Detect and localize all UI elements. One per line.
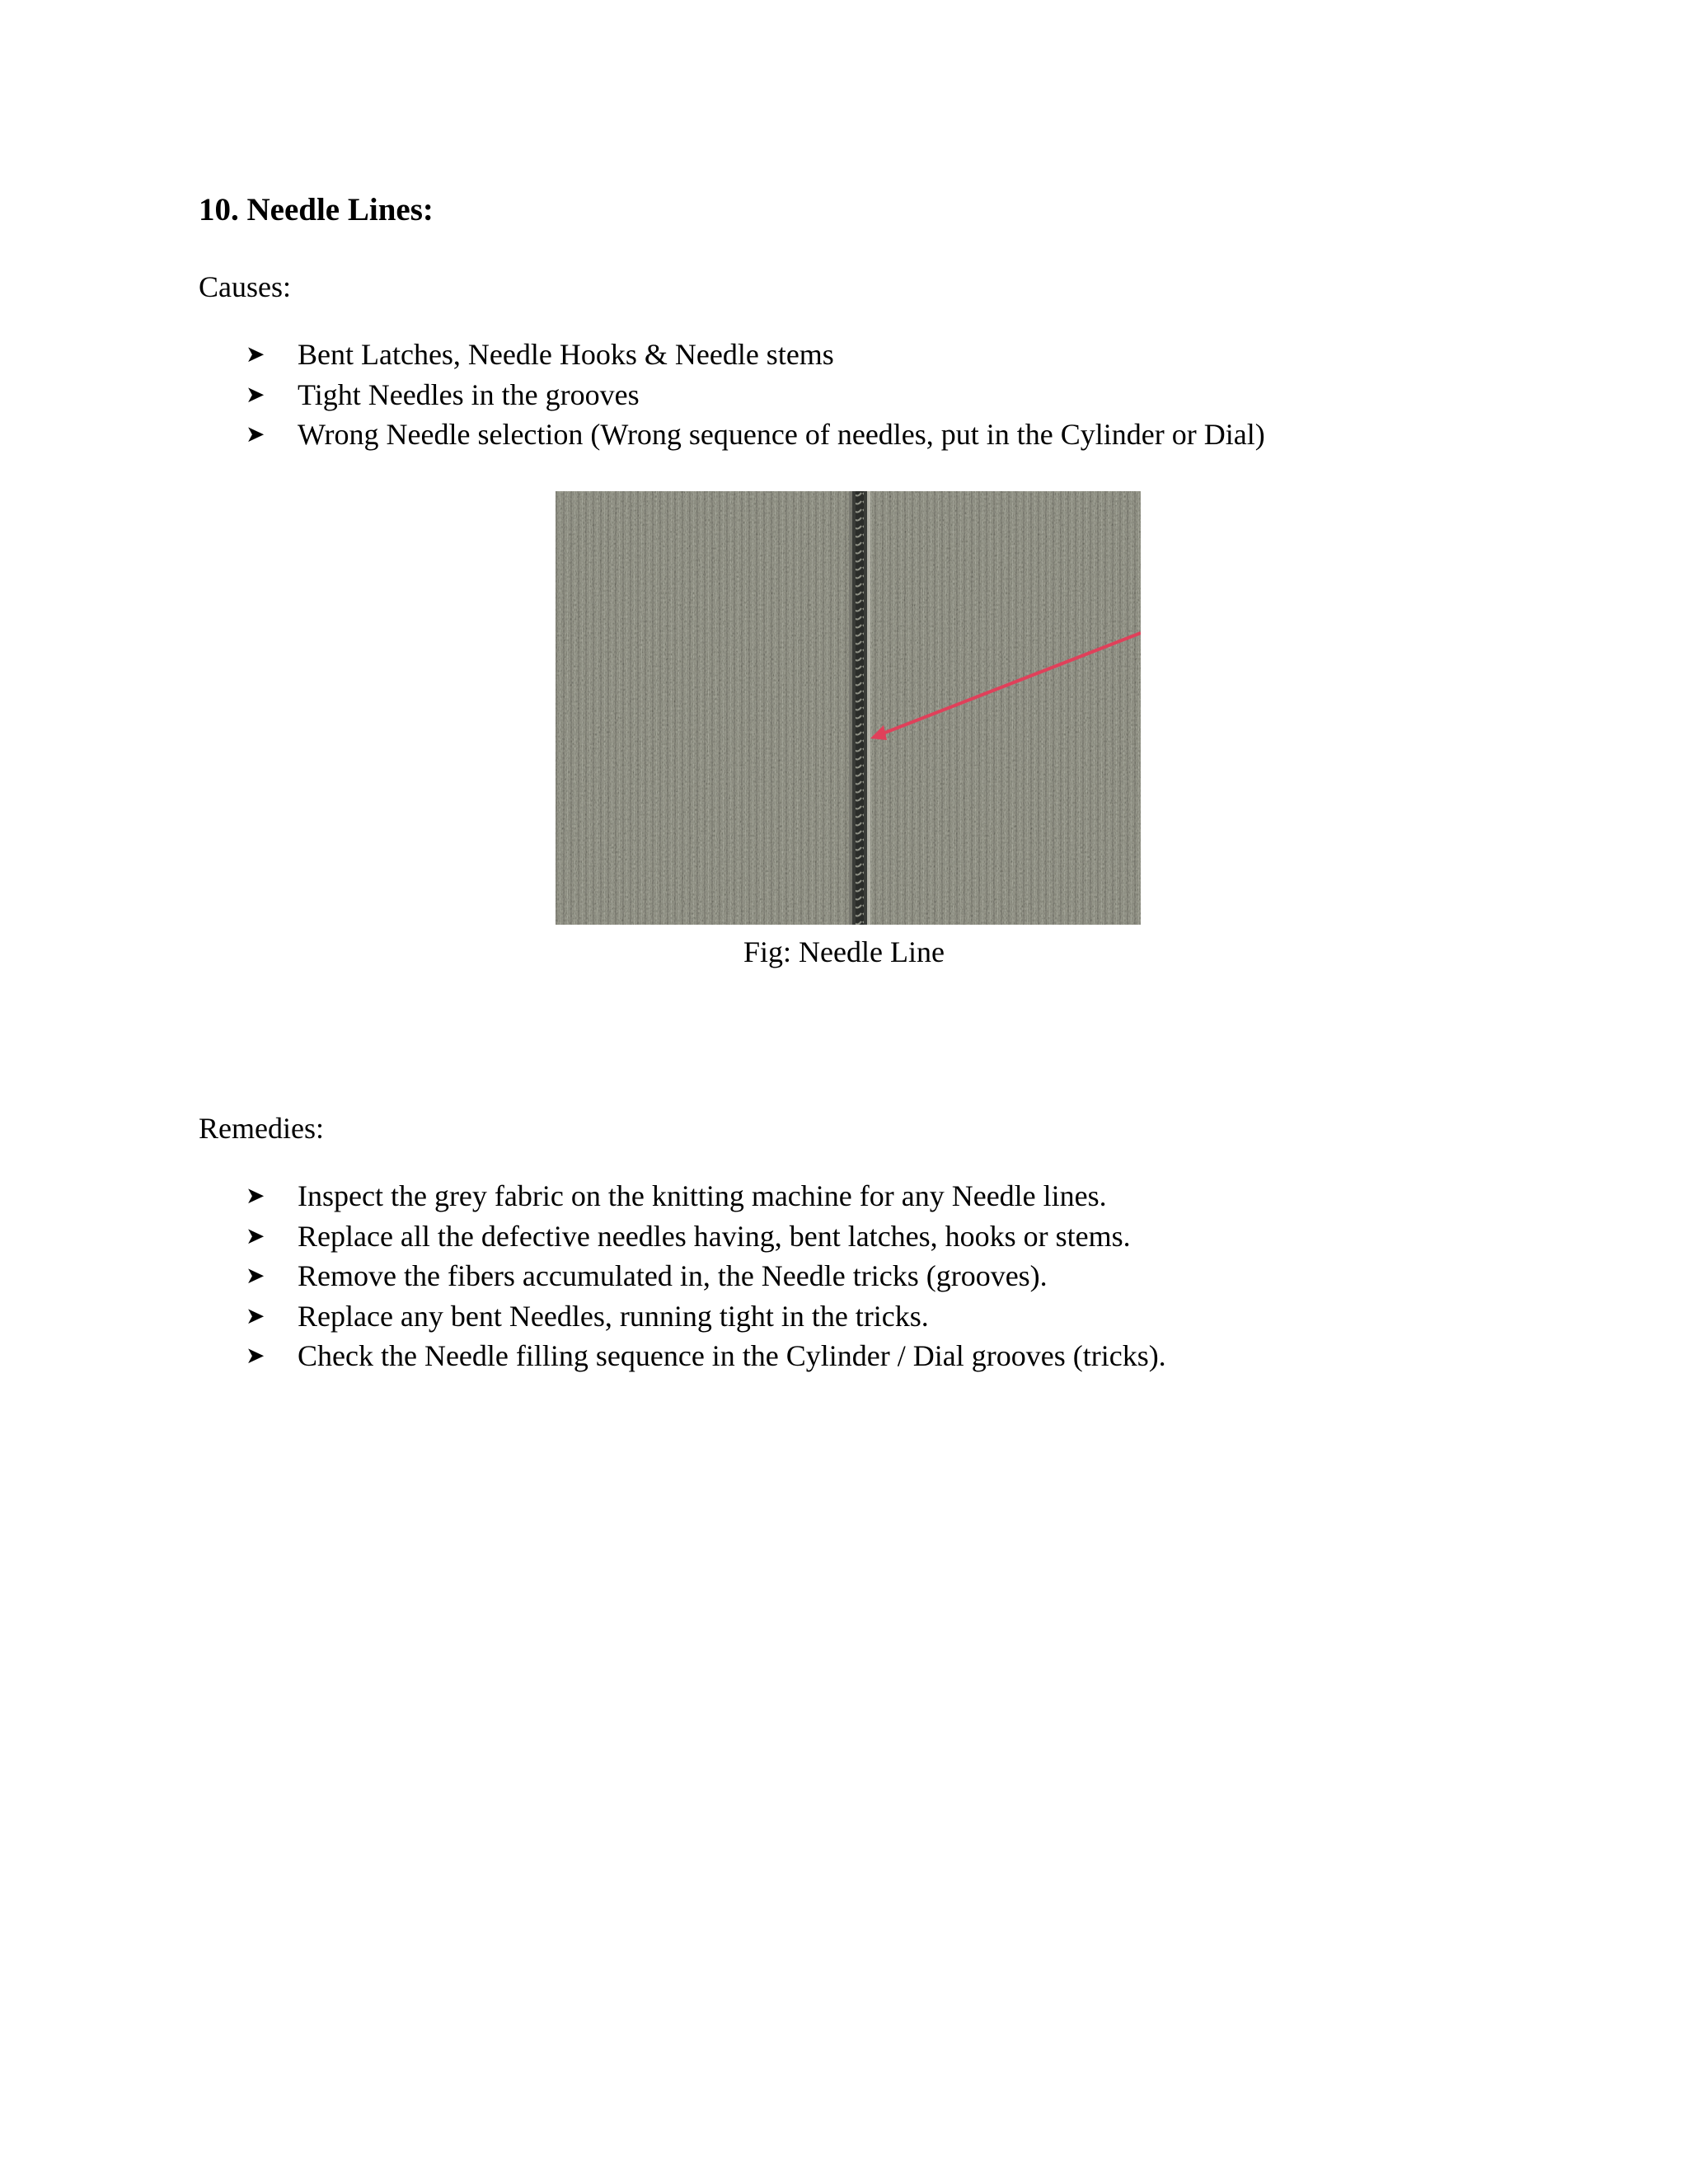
section-heading: 10. Needle Lines:	[199, 192, 434, 227]
arrowhead-bullet-icon: ➤	[246, 1301, 265, 1329]
cause-text: Tight Needles in the grooves	[298, 377, 640, 411]
remedies-label: Remedies:	[199, 1112, 324, 1145]
arrowhead-bullet-icon: ➤	[246, 1182, 265, 1209]
arrowhead-bullet-icon: ➤	[246, 1221, 265, 1249]
arrowhead-bullet-icon: ➤	[246, 1342, 265, 1370]
arrowhead-bullet-icon: ➤	[246, 1262, 265, 1290]
figure-caption: Fig: Needle Line	[743, 935, 945, 968]
remedy-text: Inspect the grey fabric on the knitting machine for any Needle lines.	[298, 1179, 1107, 1212]
cause-text: Wrong Needle selection (Wrong sequence of needles, put in the Cylinder or Dial)	[298, 418, 1265, 452]
remedy-text: Remove the fibers accumulated in, the Needle tricks (grooves).	[298, 1259, 1048, 1293]
remedy-text: Check the Needle filling sequence in the Cylinder / Dial grooves (tricks).	[298, 1339, 1166, 1373]
cause-text: Bent Latches, Needle Hooks & Needle stems	[298, 338, 834, 371]
causes-label: Causes:	[199, 270, 291, 303]
arrowhead-bullet-icon: ➤	[246, 420, 265, 448]
remedy-text: Replace all the defective needles having, bent latches, hooks or stems.	[298, 1219, 1131, 1253]
arrowhead-bullet-icon: ➤	[246, 380, 265, 408]
needle-line-fabric-image	[556, 491, 1141, 925]
remedy-text: Replace any bent Needles, running tight in the tricks.	[298, 1299, 929, 1333]
arrowhead-bullet-icon: ➤	[246, 340, 265, 368]
